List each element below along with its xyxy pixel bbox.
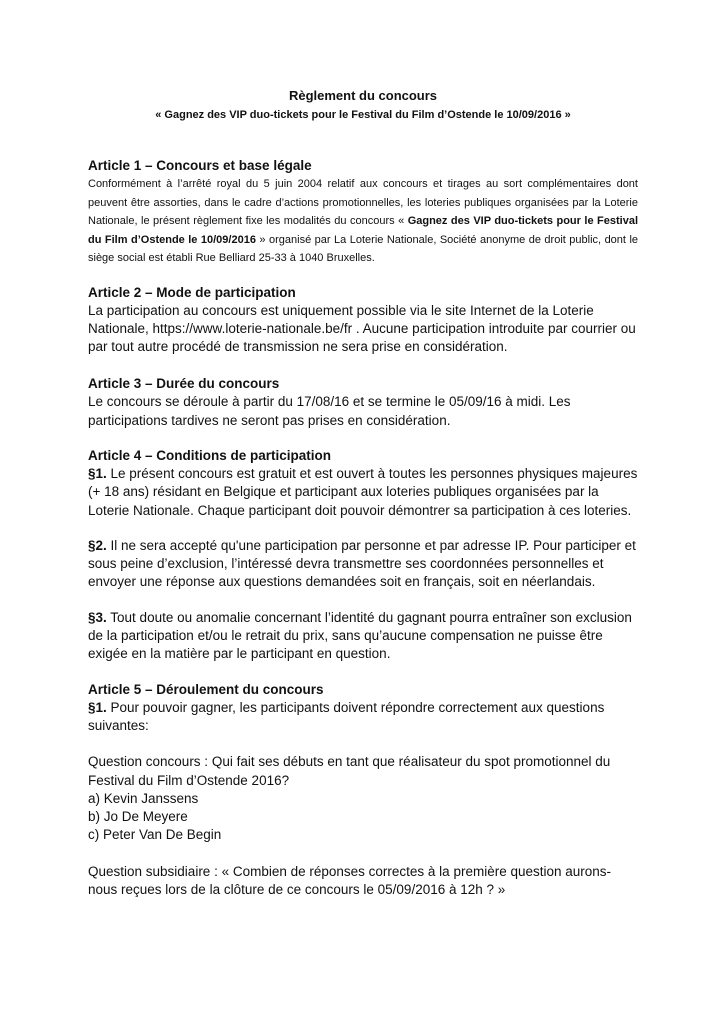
contest-name: Gagnez des VIP duo-tickets pour le Festival du Film d’Ostende le 10/09/2016 [88,215,638,246]
article-1-heading: Article 1 – Concours et base légale [88,158,312,173]
article-5 [88,681,638,900]
article-3-heading: Article 3 – Durée du concours [88,376,280,392]
subsidiary-question: Question subsidiaire : « Combien de réponses correctes à la première question aurons-nous reçues lors de la clôture de ce concours le 05/09/2016 à 12h ? » [88,863,612,898]
answer-option-b: b) Jo De Meyere [88,809,188,825]
paragraph-text: Il ne sera accepté qu'une participation par personne et par adresse IP. Pour participer et sous peine d’exclusion, l’intéressé devra transmettre ses coordonnées personnelles et envoyer une réponse aux questions demandées soit en français, soit en néerlandais. [88,537,636,590]
article-3 [88,375,638,430]
document-subtitle: « Gagnez des VIP duo-tickets pour le Festival du Film d’Ostende le 10/09/2016 » [155,109,571,121]
paragraph-text: Tout doute ou anomalie concernant l’identité du gagnant pourra entraîner son exclusion de la participation et/ou le retrait du prix, sans qu’aucune compensation ne puisse être exigée en la matière par le participant en question. [88,609,632,662]
paragraph-text: Le présent concours est gratuit et est ouvert à toutes les personnes physiques majeures (+ 18 ans) résidant en Belgique et participant aux loteries publiques organisées par la Loterie Nationale. Chaque participant doit pouvoir démontrer sa participation à ces loteries. [88,465,638,518]
article-4 [88,447,638,664]
article-2 [88,284,638,357]
article-5-paragraph-1 [88,699,638,736]
contest-question: Question concours : Qui fait ses débuts en tant que réalisateur du spot promotionnel du Festival du Film d’Ostende 2016? [88,754,611,788]
paragraph-label: §1. [88,465,107,481]
paragraph-label: §1. [88,699,107,715]
article-4-heading: Article 4 – Conditions de participation [88,447,332,463]
article-2-text: La participation au concours est uniquement possible via le site Internet de la Loterie Nationale, https://www.loterie-nationale.be/fr . Aucune participation introduite par courrier ou par tout autre procédé de transmission ne sera prise en considération. [88,302,636,355]
article-4-paragraph-2 [88,537,638,592]
article-4-paragraph-1 [88,465,638,520]
document-page [88,88,638,899]
article-1-text [88,175,638,268]
paragraph-label: §3. [88,609,107,625]
article-2-heading: Article 2 – Mode de participation [88,284,296,300]
article-3-text: Le concours se déroule à partir du 17/08/16 et se termine le 05/09/16 à midi. Les participations tardives ne seront pas prises en considération. [88,394,571,428]
article-1 [88,157,638,268]
article-5-heading: Article 5 – Déroulement du concours [88,681,324,697]
paragraph-text: Pour pouvoir gagner, les participants doivent répondre correctement aux questions suivantes: [88,699,605,733]
paragraph-label: §2. [88,537,107,553]
article-4-paragraph-3 [88,609,638,664]
answer-option-c: c) Peter Van De Begin [88,827,222,843]
article-1-text-end: » organisé par La Loterie Nationale, Société anonyme de droit public, dont le siège social est établi Rue Belliard 25-33 à 1040 Bruxelles. [88,233,639,264]
document-title: Règlement du concours [288,88,438,103]
article-1-text-start: Conformément à l’arrêté royal du 5 juin 2004 relatif aux concours et tirages au sort complémentaires dont peuvent être assorties, dans le cadre d’actions promotionnelles, les loteries publiques organisées par la Loterie Nationale, le présent règlement fixe les modalités du concours « [88,178,638,227]
answer-option-a: a) Kevin Janssens [88,790,199,806]
